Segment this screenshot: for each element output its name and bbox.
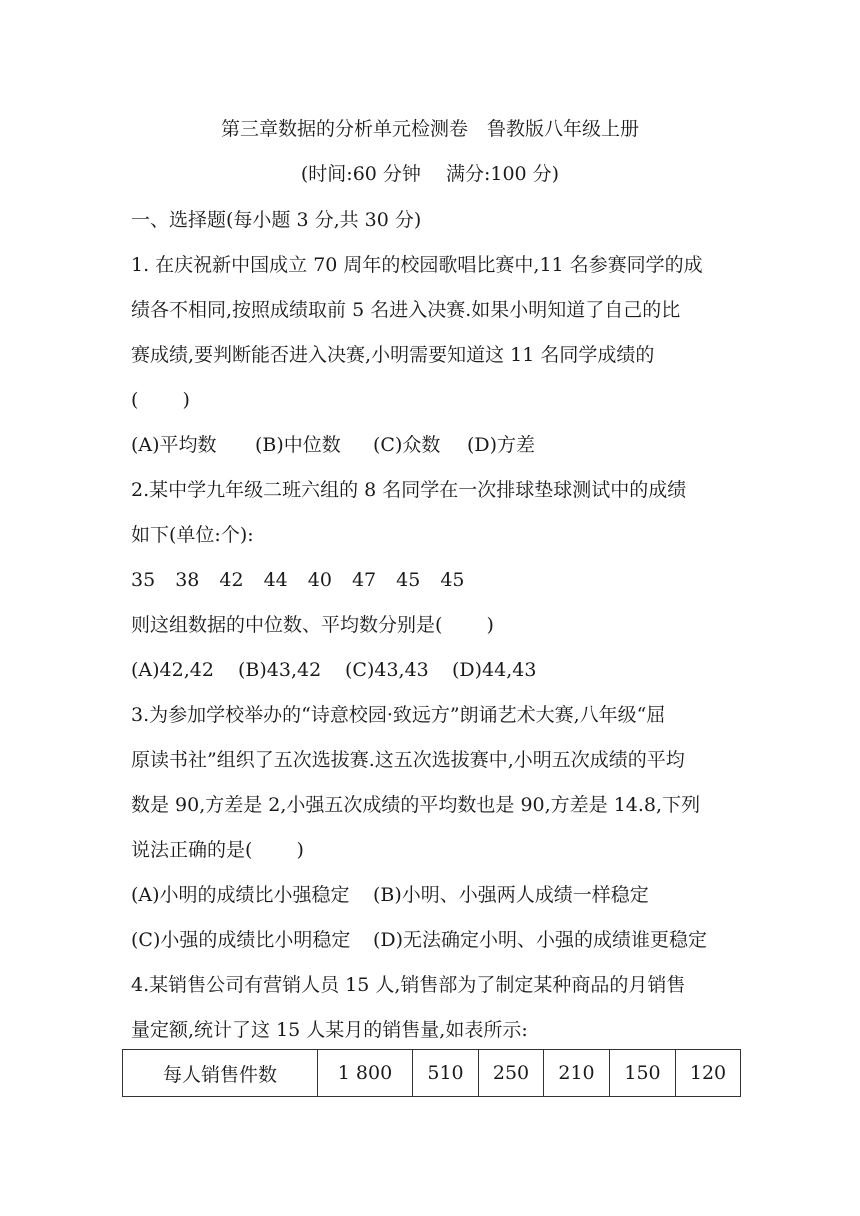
q3-line-1: 3.为参加学校举办的“诗意校园·致远方”朗诵艺术大赛,八年级“屈 (131, 704, 666, 726)
q2-line-2: 如下(单位:个): (131, 524, 254, 546)
q2-score: 44 (263, 569, 288, 591)
q1-options (131, 433, 535, 457)
q2-score: 42 (219, 569, 244, 591)
table-cell: 250 (479, 1050, 544, 1097)
q1-option-c: (C)众数 (373, 434, 441, 456)
section-heading: 一、选择题(每小题 3 分,共 30 分) (131, 209, 422, 231)
q2-option-c: (C)43,43 (345, 659, 429, 681)
q2-option-a: (A)42,42 (131, 659, 214, 681)
q3-option-a: (A)小明的成绩比小强稳定 (131, 884, 350, 906)
q2-scores (131, 568, 485, 592)
q2-line-1: 2.某中学九年级二班六组的 8 名同学在一次排球垫球测试中的成绩 (131, 479, 687, 501)
table-cell: 150 (610, 1050, 676, 1097)
q3-option-b: (B)小明、小强两人成绩一样稳定 (373, 884, 649, 906)
table-row (123, 1050, 741, 1097)
q2-options (131, 658, 536, 682)
q2-option-b: (B)43,42 (238, 659, 322, 681)
q2-score: 45 (396, 569, 421, 591)
table-header-cell: 每人销售件数 (123, 1050, 318, 1097)
table-cell: 210 (544, 1050, 610, 1097)
q2-score: 35 (131, 569, 156, 591)
q1-line-2: 绩各不相同,按照成绩取前 5 名进入决赛.如果小明知道了自己的比 (131, 299, 681, 321)
q4-line-1: 4.某销售公司有营销人员 15 人,销售部为了制定某种商品的月销售 (131, 974, 686, 996)
sales-table (122, 1049, 741, 1097)
q2-option-d: (D)44,43 (452, 659, 537, 681)
q3-option-d: (D)无法确定小明、小强的成绩谁更稳定 (373, 929, 708, 951)
q3-line-2: 原读书社”组织了五次选拔赛.这五次选拔赛中,小明五次成绩的平均 (131, 749, 685, 771)
q3-options-row-2 (131, 928, 707, 952)
q1-option-b: (B)中位数 (255, 434, 341, 456)
q1-answer-blank: ( ) (131, 389, 190, 411)
q2-score: 38 (175, 569, 200, 591)
q1-line-3: 赛成绩,要判断能否进入决赛,小明需要知道这 11 名同学成绩的 (131, 344, 655, 366)
table-cell: 1 800 (318, 1050, 413, 1097)
q3-options-row-1 (131, 883, 649, 907)
page-subtitle: (时间:60 分钟 满分:100 分) (300, 163, 560, 185)
q1-option-d: (D)方差 (467, 434, 536, 456)
q2-score: 47 (351, 569, 377, 591)
q3-line-3: 数是 90,方差是 2,小强五次成绩的平均数也是 90,方差是 14.8,下列 (131, 794, 701, 816)
q3-option-c: (C)小强的成绩比小明稳定 (131, 929, 351, 951)
q2-score: 40 (307, 569, 332, 591)
q3-line-4: 说法正确的是( ) (131, 839, 304, 861)
q1-option-a: (A)平均数 (131, 434, 217, 456)
q1-line-1: 1. 在庆祝新中国成立 70 周年的校园歌唱比赛中,11 名参赛同学的成 (131, 254, 703, 276)
table-cell: 120 (676, 1050, 741, 1097)
table-cell: 510 (413, 1050, 479, 1097)
q4-line-2: 量定额,统计了这 15 人某月的销售量,如表所示: (131, 1019, 528, 1041)
q2-score: 45 (440, 569, 465, 591)
page-title: 第三章数据的分析单元检测卷 鲁教版八年级上册 (220, 118, 639, 140)
q2-question: 则这组数据的中位数、平均数分别是( ) (131, 614, 494, 636)
